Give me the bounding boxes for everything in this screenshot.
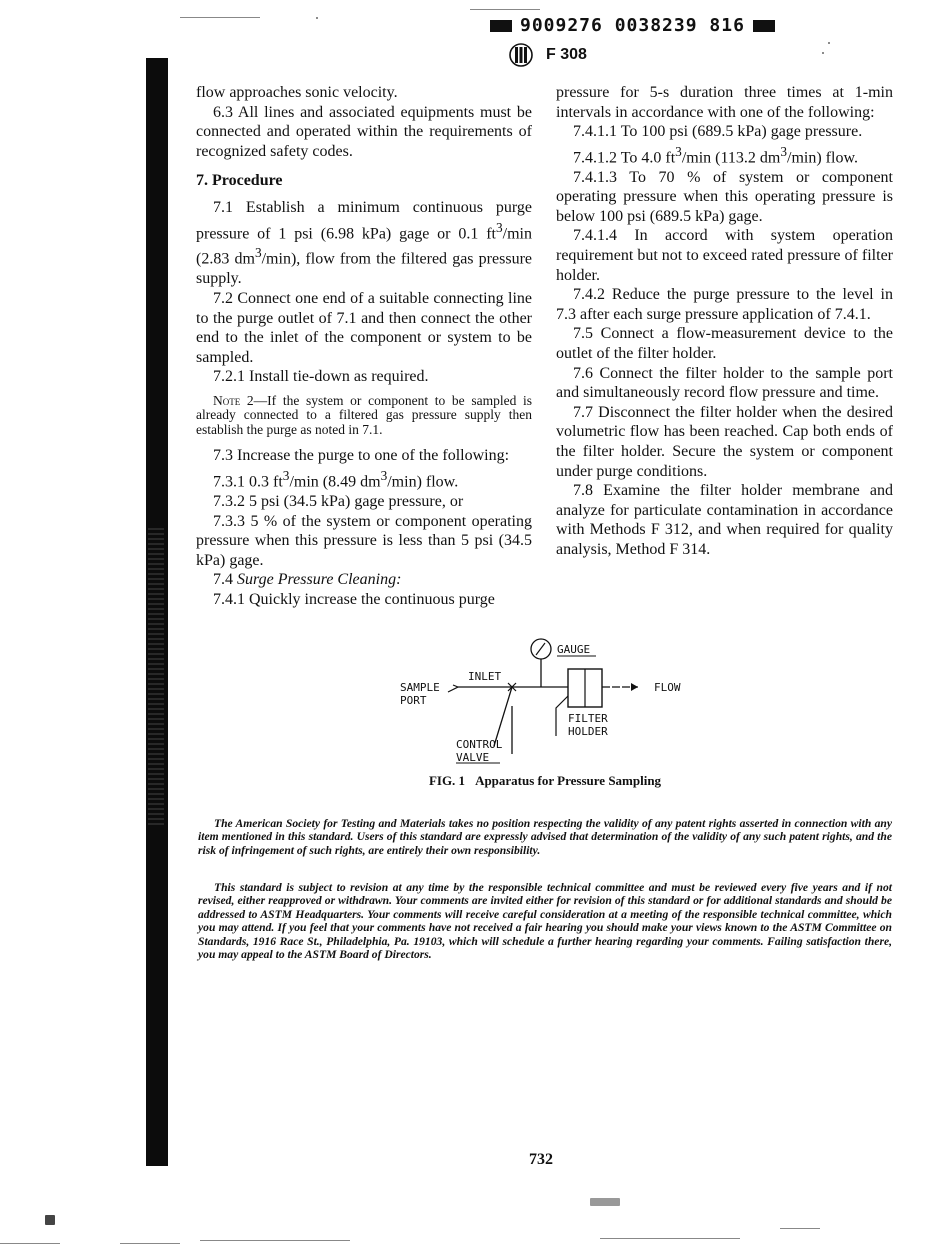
superscript: 3 (780, 143, 787, 159)
paragraph-7-7: 7.7 Disconnect the filter holder when the desired volumetric flow has been reached. Cap both ends of the filter holder. Secure the system or component under purge conditions. (556, 403, 893, 480)
paragraph-7-2-1: 7.2.1 Install tie-down as required. (213, 368, 429, 386)
scan-artifact (600, 1238, 740, 1239)
paragraph-6-3: 6.3 All lines and associated equipments must be connected and operated within the requirements of recognized safety codes. (196, 103, 532, 160)
scan-speck (45, 1215, 55, 1225)
text-run: /min) flow. (787, 149, 858, 167)
label-holder: HOLDER (568, 725, 608, 738)
note-text: —If the system or component to be sampled is already connected to a filtered gas pressure supply then establish the purge as noted in 7.1. (196, 392, 532, 437)
label-port: PORT (400, 694, 427, 707)
standard-header (508, 42, 587, 68)
inlet-arrow (448, 685, 458, 692)
paragraph-7-4 (196, 570, 532, 590)
section-heading-procedure: 7. Procedure (196, 172, 283, 190)
superscript: 3 (282, 468, 290, 484)
apparatus-diagram (390, 636, 710, 770)
scan-artifact (200, 1240, 350, 1241)
scan-speck (316, 17, 318, 19)
superscript: 3 (675, 143, 682, 159)
scan-speck (822, 52, 824, 54)
scan-artifact (120, 1243, 180, 1244)
superscript: 3 (495, 219, 503, 235)
scan-speck (828, 42, 830, 44)
revision-notice: This standard is subject to revision at any time by the responsible technical committee and must be reviewed every five years and if not revised, either reapproved or withdrawn. Your comments are invited either for revision of this standard or for additional standards and should be addressed to ASTM Headquarters. Your comments will receive careful consideration at a meeting of the responsible technical committee, which you may attend. If you feel that your comments have not received a fair hearing you should make your views known to the ASTM Committee on Standards, 1916 Race St., Philadelphia, Pa. 19103, which will schedule a further hearing regarding your comments. Failing satisfaction there, you may appeal to the ASTM Board of Directors. (198, 881, 892, 962)
subsection-title: Surge Pressure Cleaning: (237, 571, 402, 589)
paragraph-7-8: 7.8 Examine the filter holder membrane and analyze for particulate contamination in accordance with Methods F 312, and when required for quality analysis, Method F 314. (556, 482, 893, 558)
right-column (556, 83, 893, 560)
text-run: 7.4 (213, 571, 233, 589)
figure-title: Apparatus for Pressure Sampling (475, 773, 662, 788)
paragraph-7-3: 7.3 Increase the purge to one of the following: (213, 447, 510, 465)
note-label: Note 2 (213, 392, 254, 408)
superscript: 3 (380, 468, 388, 484)
paragraph-7-2: 7.2 Connect one end of a suitable connecting line to the purge outlet of 7.1 and then connect the other end to the inlet of the component or system to be sampled. (196, 290, 532, 366)
scan-artifact (180, 17, 260, 18)
paragraph-7-4-1-1: 7.4.1.1 To 100 psi (689.5 kPa) gage pressure. (573, 123, 863, 141)
paragraph-7-4-1-2 (556, 142, 893, 168)
astm-logo-icon (508, 42, 534, 68)
paragraph-7-4-1-3: 7.4.1.3 To 70 % of system or component operating pressure when this operating pressure is below 100 psi (689.5 kPa) gage. (556, 168, 893, 225)
left-column (196, 83, 532, 610)
page-number: 732 (529, 1151, 553, 1168)
paragraph-7-3-1 (196, 466, 532, 492)
paragraph-7-5: 7.5 Connect a flow-measurement device to the outlet of the filter holder. (556, 325, 893, 363)
scan-artifact (470, 9, 540, 10)
text-run: /min), flow from the filtered gas pressure supply. (196, 250, 532, 288)
barcode-block-right (753, 20, 775, 32)
paragraph-continuation: flow approaches sonic velocity. (196, 84, 398, 101)
patent-notice: The American Society for Testing and Materials takes no position respecting the validity of any patent rights asserted in connection with any item mentioned in this standard. Users of this standard are expressly advised that determination of the validity of any such patent rights, and the risk of infringement of such rights, are entirely their own responsibility. (198, 817, 892, 857)
filter-leader (556, 696, 568, 736)
paragraph-7-1 (196, 198, 532, 289)
label-valve: VALVE (456, 751, 490, 764)
label-control: CONTROL (456, 738, 503, 751)
paragraph-continuation: pressure for 5-s duration three times at 1-min intervals in accordance with one of the following: (556, 84, 893, 121)
diagram-svg (390, 636, 710, 770)
gauge-needle (536, 643, 545, 655)
label-flow: FLOW (654, 681, 681, 694)
label-inlet: INLET (468, 670, 502, 683)
label-filter: FILTER (568, 712, 608, 725)
paragraph-7-6: 7.6 Connect the filter holder to the sample port and simultaneously record flow pressure and time. (556, 364, 893, 402)
note-2 (196, 394, 532, 438)
label-gauge: GAUGE (557, 643, 591, 656)
scan-binding-bar (146, 58, 168, 1166)
text-run: /min (113.2 dm (681, 149, 781, 167)
paragraph-7-4-1: 7.4.1 Quickly increase the continuous purge (213, 590, 495, 608)
barcode-block-left (490, 20, 512, 32)
text-run: 7.1 Establish a minimum continuous purge pressure of 1 psi (6.98 kPa) gage or 0.1 ft (196, 198, 532, 242)
paragraph-7-4-2: 7.4.2 Reduce the purge pressure to the level in 7.3 after each surge pressure application of 7.4.1. (556, 286, 893, 323)
label-sample: SAMPLE (400, 681, 440, 694)
paragraph-7-3-2: 7.3.2 5 psi (34.5 kPa) gage pressure, or (213, 492, 464, 510)
paragraph-7-3-3: 7.3.3 5 % of the system or component operating pressure when this pressure is less than 5 psi (34.5 kPa) gage. (196, 512, 532, 569)
catalog-code (490, 15, 775, 36)
scan-artifact (0, 1243, 60, 1244)
figure-number: FIG. 1 (428, 773, 466, 788)
flow-arrow-icon (631, 683, 638, 691)
text-run: 7.4.1.2 To 4.0 ft (573, 149, 676, 167)
scan-artifact (780, 1228, 820, 1229)
text-run: /min) flow. (387, 473, 459, 491)
text-run: 7.3.1 0.3 ft (213, 473, 283, 491)
catalog-code-text: 9009276 0038239 816 (520, 15, 745, 36)
scan-speck (590, 1198, 620, 1206)
superscript: 3 (254, 245, 262, 261)
text-run: /min (8.49 dm (289, 473, 381, 491)
text-run: /min (2.83 dm (196, 224, 532, 268)
standard-designation: F 308 (546, 46, 587, 63)
paragraph-7-4-1-4: 7.4.1.4 In accord with system operation requirement but not to exceed rated pressure of filter holder. (556, 227, 893, 284)
figure-caption (0, 773, 950, 789)
